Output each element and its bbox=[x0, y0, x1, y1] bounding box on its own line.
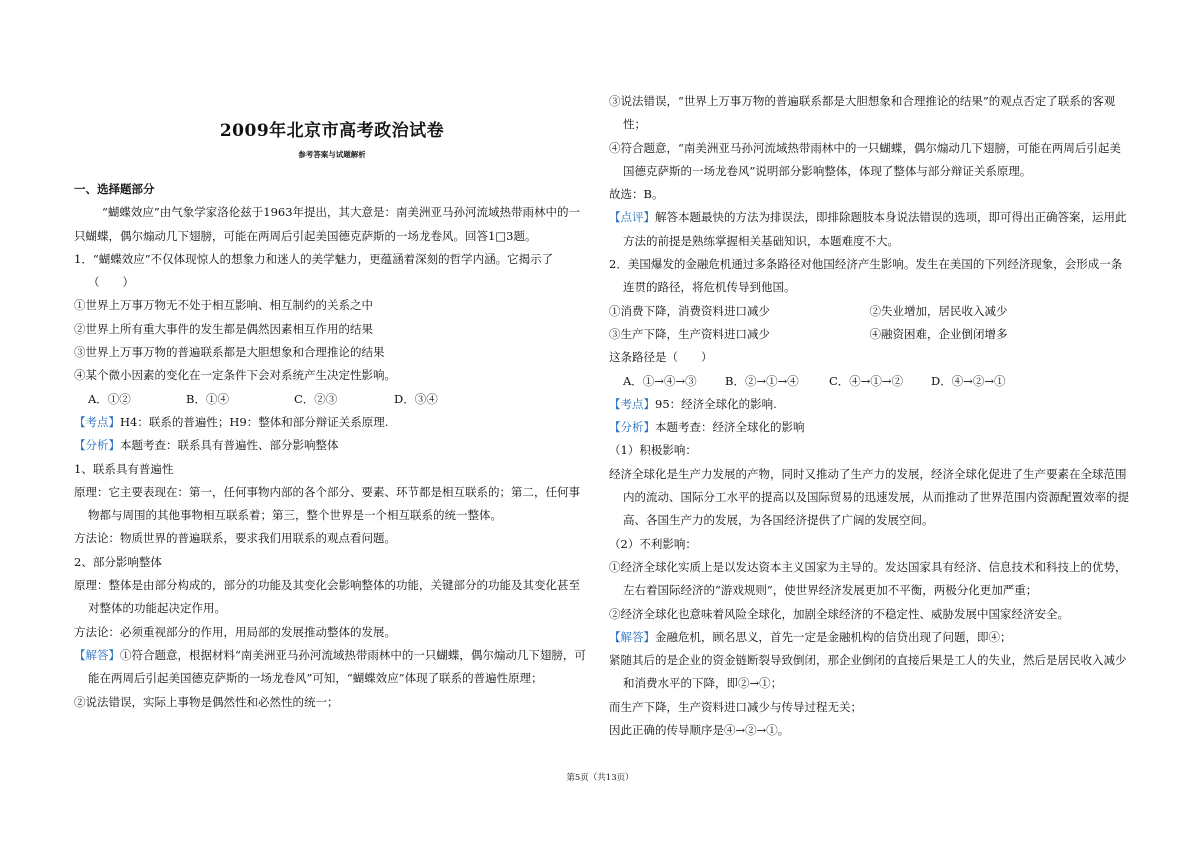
principle-paragraph: 原理：整体是由部分构成的，部分的功能及其变化会影响整体的功能，关键部分的功能及其变化甚至对整体的功能起决定作用。 bbox=[74, 578, 580, 616]
fenxi-line bbox=[74, 434, 590, 457]
answer-paragraph: 紧随其后的是企业的资金链断裂导致倒闭，那企业倒闭的直接后果是工人的失业，然后是居民收入减少和消费水平的下降，即②→①； bbox=[609, 653, 1127, 691]
question-2-option: ③生产下降，生产资料进口减少 bbox=[609, 326, 770, 341]
impact-paragraph: ②经济全球化也意味着风险全球化，加剧全球经济的不稳定性、威胁发展中国家经济安全。 bbox=[609, 606, 1069, 621]
dianping-tag: 【点评】 bbox=[609, 210, 655, 225]
kaodian-line bbox=[74, 411, 590, 434]
question-1-item: ②世界上所有重大事件的发生都是偶然因素相互作用的结果 bbox=[74, 321, 373, 336]
question-2-option: ④融资困难，企业倒闭增多 bbox=[869, 326, 1008, 341]
subheading: （1）积极影响： bbox=[609, 443, 697, 458]
impact-paragraph: 经济全球化是生产力发展的产物，同时又推动了生产力的发展，经济全球化促进了生产要素在全球范围内的流动、国际分工水平的提高以及国际贸易的迅速发展，从而推动了世界范围内资源配置效率的提高、各国生产力的发展，为各国经济提供了广阔的发展空间。 bbox=[609, 466, 1129, 528]
question-1-item: ①世界上万事万物无不处于相互影响、相互制约的关系之中 bbox=[74, 298, 373, 313]
fenxi-text: 本题考查：联系具有普遍性、部分影响整体 bbox=[120, 438, 339, 453]
choice-d: D．③④ bbox=[394, 391, 438, 406]
choice-b: B．②→①→④ bbox=[725, 373, 799, 388]
jieda-text: ①符合题意，根据材料“南美洲亚马孙河流域热带雨林中的一只蝴蝶，偶尔煽动几下翅膀，可能在两周后引起美国德克萨斯的一场龙卷风”可知，“蝴蝶效应”体现了联系的普遍性原理； bbox=[88, 647, 586, 686]
page-subtitle: 参考答案与试题解析 bbox=[298, 150, 366, 159]
kaodian-tag: 【考点】 bbox=[74, 414, 120, 429]
fenxi-text: 本题考查：经济全球化的影响 bbox=[655, 420, 805, 435]
subheading: 2、部分影响整体 bbox=[74, 554, 162, 569]
fenxi-line bbox=[609, 416, 1130, 439]
subheading: （2）不利影响： bbox=[609, 536, 697, 551]
question-2-option: ②失业增加，居民收入减少 bbox=[869, 303, 1008, 318]
left-column bbox=[74, 0, 590, 714]
choice-c: C．④→①→② bbox=[829, 373, 904, 388]
method-paragraph: 方法论：必须重视部分的作用，用局部的发展推动整体的发展。 bbox=[74, 624, 396, 639]
question-1-item: ③世界上万事万物的普遍联系都是大胆想象和合理推论的结果 bbox=[74, 345, 385, 360]
answer-paragraph: ④符合题意，“南美洲亚马孙河流域热带雨林中的一只蝴蝶，偶尔煽动几下翅膀，可能在两周后引起美国德克萨斯的一场龙卷风”说明部分影响整体，体现了整体与部分辩证关系原理。 bbox=[609, 140, 1121, 178]
choice-d: D．④→②→① bbox=[931, 373, 1006, 388]
question-2-options-row bbox=[609, 300, 1130, 323]
principle-paragraph: 原理：它主要表现在：第一，任何事物内部的各个部分、要素、环节都是相互联系的；第二，任何事物都与周围的其他事物相互联系着；第三，整个世界是一个相互联系的统一整体。 bbox=[74, 484, 580, 523]
impact-paragraph: ①经济全球化实质上是以发达资本主义国家为主导的。发达国家具有经济、信息技术和科技上的优势，左右着国际经济的“游戏规则”，使世界经济发展更加不平衡，两极分化更加严重； bbox=[609, 559, 1127, 598]
intro-paragraph: “蝴蝶效应”由气象学家洛伦兹于1963年提出，其大意是：南美洲亚马孙河流域热带雨林中的一只蝴蝶，偶尔煽动几下翅膀，可能在两周后引起美国德克萨斯的一场龙卷风。回答1□3题。 bbox=[74, 205, 581, 243]
method-paragraph: 方法论：物质世界的普遍联系，要求我们用联系的观点看问题。 bbox=[74, 531, 396, 546]
jieda-tag: 【解答】 bbox=[74, 647, 120, 662]
page-title: 2009年北京市高考政治试卷 bbox=[219, 121, 445, 141]
question-2-option: ①消费下降，消费资料进口减少 bbox=[609, 303, 770, 318]
jieda-text: 金融危机，顾名思义，首先一定是金融机构的信贷出现了问题，即④； bbox=[655, 629, 1012, 644]
jieda-line bbox=[74, 644, 590, 691]
choice-a: A．①② bbox=[88, 391, 131, 406]
fenxi-tag: 【分析】 bbox=[74, 438, 120, 453]
question-1-item: ④某个微小因素的变化在一定条件下会对系统产生决定性影响。 bbox=[74, 368, 396, 383]
question-2-choices bbox=[609, 370, 1130, 393]
section-heading: 一、选择题部分 bbox=[74, 182, 155, 196]
dianping-line bbox=[609, 206, 1130, 253]
title-block bbox=[74, 118, 590, 162]
kaodian-text: H4：联系的普遍性；H9：整体和部分辩证关系原理. bbox=[120, 414, 389, 429]
answer-paragraph: 因此正确的传导顺序是④→②→①。 bbox=[609, 723, 790, 738]
choice-b: B．①④ bbox=[186, 391, 229, 406]
answer-paragraph: ③说法错误，“世界上万事万物的普遍联系都是大胆想象和合理推论的结果”的观点否定了联系的客观性； bbox=[609, 94, 1116, 132]
question-2-stem: 2．美国爆发的金融危机通过多条路径对他国经济产生影响。发生在美国的下列经济现象，会形成一条连贯的路径，将危机传导到他国。 bbox=[609, 257, 1123, 295]
question-2-ask: 这条路径是（ ） bbox=[609, 350, 713, 365]
question-1-stem: 1．“蝴蝶效应”不仅体现惊人的想象力和迷人的美学魅力，更蕴涵着深刻的哲学内涵。它揭示了（ ） bbox=[74, 251, 554, 290]
kaodian-tag: 【考点】 bbox=[609, 396, 655, 411]
choice-c: C．②③ bbox=[294, 391, 338, 406]
kaodian-text: 95：经济全球化的影响. bbox=[655, 396, 777, 411]
kaodian-line bbox=[609, 393, 1130, 416]
right-column bbox=[609, 0, 1130, 742]
choice-a: A．①→④→③ bbox=[623, 373, 697, 388]
top-spacer bbox=[609, 0, 1130, 90]
question-1-choices bbox=[74, 388, 590, 411]
jieda-line bbox=[609, 626, 1130, 649]
question-2-options-row bbox=[609, 323, 1130, 346]
subheading: 1、联系具有普遍性 bbox=[74, 461, 174, 476]
answer-choice-line: 故选：B。 bbox=[609, 187, 664, 202]
jieda-tag: 【解答】 bbox=[609, 629, 655, 644]
page-footer: 第5页（共13页） bbox=[566, 773, 634, 783]
dianping-text: 解答本题最快的方法为排误法，即排除题肢本身说法错误的选项，即可得出正确答案，运用此方法的前提是熟练掌握相关基础知识，本题难度不大。 bbox=[623, 210, 1127, 248]
answer-paragraph: ②说法错误，实际上事物是偶然性和必然性的统一； bbox=[74, 694, 339, 709]
fenxi-tag: 【分析】 bbox=[609, 420, 655, 435]
answer-paragraph: 而生产下降，生产资料进口减少与传导过程无关； bbox=[609, 699, 862, 714]
